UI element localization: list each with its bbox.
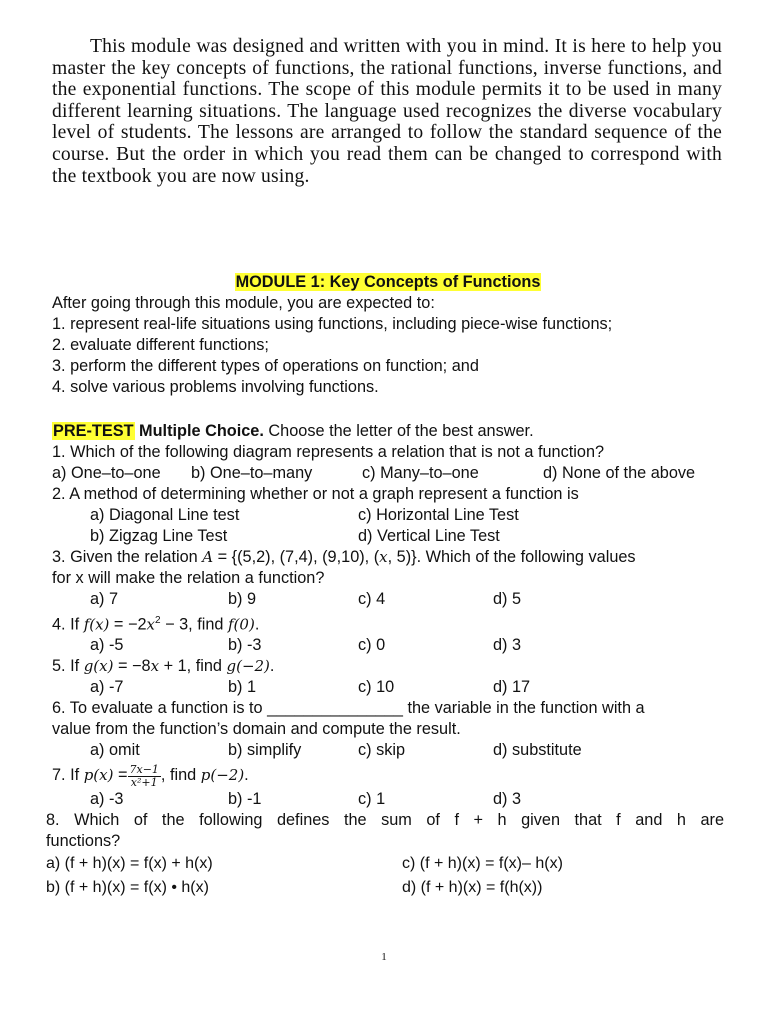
q5-x: x — [150, 657, 160, 676]
objective-item: 4. solve various problems involving functions. — [52, 378, 379, 396]
q7-text-pre: 7. If — [52, 766, 84, 785]
pretest-label: PRE-TEST — [53, 422, 134, 440]
q4-f0: f(0) — [228, 615, 255, 634]
option-b: b) -3 — [228, 636, 262, 655]
objective-item: 2. evaluate different functions; — [52, 336, 269, 354]
option-d: d) Vertical Line Test — [358, 527, 500, 545]
objective-item: 3. perform the different types of operations on function; and — [52, 357, 479, 375]
q5-gx: g(x) — [83, 657, 114, 676]
q3-text-mid: = {(5,2), (7,4), (9,10), ( — [213, 548, 380, 566]
q7-denominator: x²+1 — [130, 775, 158, 789]
q7-numerator: 7x−1 — [129, 762, 159, 776]
question-5 — [52, 656, 724, 677]
option-c: c) Horizontal Line Test — [358, 506, 519, 524]
question-3 — [52, 547, 724, 568]
option-d: d) 17 — [493, 678, 531, 697]
option-c: c) Many–to–one — [362, 464, 479, 482]
option-d: d) (f + h)(x) = f(h(x)) — [402, 879, 543, 897]
option-b: b) simplify — [228, 741, 302, 760]
q4-text-post: . — [254, 615, 260, 634]
question-6-line1: 6. To evaluate a function is to _______________ the variable in the function with a — [52, 699, 645, 718]
option-d: d) 3 — [493, 790, 522, 809]
option-b: b) (f + h)(x) = f(x) • h(x) — [46, 879, 209, 897]
q7-text-mid: , find — [160, 766, 201, 785]
question-3-options — [52, 589, 724, 610]
question-8-line1: 8. Which of the following defines the sum of f + h given that f and h are — [46, 811, 724, 830]
q5-text-pre: 5. If — [52, 657, 84, 676]
question-4 — [52, 610, 724, 635]
q4-x: x — [146, 615, 155, 634]
pretest-instruction: Choose the letter of the best answer. — [268, 422, 534, 440]
option-b: b) -1 — [228, 790, 262, 809]
q5-eq: = −8 — [113, 657, 151, 676]
q5-text-post: . — [269, 657, 275, 676]
option-d: d) 5 — [493, 590, 522, 608]
q4-text-pre: 4. If — [52, 615, 84, 634]
objectives-intro: After going through this module, you are expected to: — [52, 294, 435, 312]
option-b: b) 9 — [228, 590, 257, 608]
question-7-options — [52, 789, 724, 810]
question-7 — [52, 761, 724, 789]
option-b: b) 1 — [228, 678, 257, 697]
option-c: c) 10 — [358, 678, 395, 697]
option-d: d) 3 — [493, 636, 522, 655]
option-b: b) Zigzag Line Test — [90, 527, 228, 545]
question-1: 1. Which of the following diagram represents a relation that is not a function? — [52, 443, 605, 461]
q3-text-pre: 3. Given the relation — [52, 548, 203, 566]
question-6-line2: value from the function’s domain and compute the result. — [52, 720, 461, 739]
q4-fx: f(x) — [83, 615, 110, 634]
q3-var-x: x — [379, 548, 388, 566]
question-8-line2: functions? — [46, 832, 121, 851]
q5-g-neg2: g(−2) — [226, 657, 270, 676]
q4-exponent: 2 — [155, 615, 161, 626]
q5-text-mid: + 1, find — [159, 657, 227, 676]
option-c: c) 1 — [358, 790, 386, 809]
option-d: d) None of the above — [543, 464, 696, 482]
option-d: d) substitute — [493, 741, 582, 760]
option-a: a) -3 — [90, 790, 124, 809]
question-2-options-row1 — [52, 505, 724, 526]
option-a: a) (f + h)(x) = f(x) + h(x) — [46, 855, 213, 873]
question-8-options-row2 — [46, 876, 724, 900]
objective-item: 1. represent real-life situations using functions, including piece-wise functions; — [52, 315, 613, 333]
q7-px: p(x) — [83, 766, 114, 785]
main-content — [46, 272, 724, 900]
option-a: a) 7 — [90, 590, 119, 608]
q7-text-post: . — [244, 766, 249, 785]
pretest-type: Multiple Choice. — [139, 422, 264, 440]
module-title-row — [52, 272, 724, 293]
option-c: c) 0 — [358, 636, 386, 655]
question-4-options — [52, 635, 724, 656]
question-1-options — [52, 463, 724, 484]
option-c: c) 4 — [358, 590, 386, 608]
module-title: MODULE 1: Key Concepts of Functions — [235, 273, 541, 291]
question-3-line2: for x will make the relation a function? — [52, 569, 325, 587]
intro-paragraph: This module was designed and written with you in mind. It is here to help you master the key concepts of functions, the rational functions, inverse functions, and the exponential functions. The scope of this module permits it to be used in many different learning situations. The language used recognizes the diverse vocabulary level of students. The lessons are arranged to follow the standard sequence of the course. But the order in which you read them can be changed to correspond with the textbook you are now using. — [52, 36, 722, 187]
option-c: c) (f + h)(x) = f(x)– h(x) — [402, 855, 563, 873]
q7-p-neg2: p(−2) — [200, 766, 245, 785]
question-8-options-row1 — [46, 852, 724, 876]
option-a: a) One–to–one — [52, 464, 161, 482]
pretest-heading — [52, 421, 724, 442]
q7-fraction — [128, 764, 161, 789]
q7-eq: = — [113, 766, 128, 785]
option-a: a) omit — [90, 741, 140, 760]
q4-eq: = −2 — [109, 615, 147, 634]
q3-text-post: , 5)}. Which of the following values — [387, 548, 636, 566]
question-2: 2. A method of determining whether or not a graph represent a function is — [52, 485, 579, 503]
question-5-options — [52, 677, 724, 698]
option-a: a) -7 — [90, 678, 124, 697]
q4-text-mid: − 3, find — [160, 615, 228, 634]
page-number: 1 — [381, 951, 387, 963]
question-6-options — [52, 740, 724, 761]
option-b: b) One–to–many — [191, 464, 313, 482]
q3-var-a: A — [202, 548, 214, 566]
option-c: c) skip — [358, 741, 406, 760]
option-a: a) -5 — [90, 636, 124, 655]
option-a: a) Diagonal Line test — [90, 506, 240, 524]
question-2-options-row2 — [52, 526, 724, 547]
